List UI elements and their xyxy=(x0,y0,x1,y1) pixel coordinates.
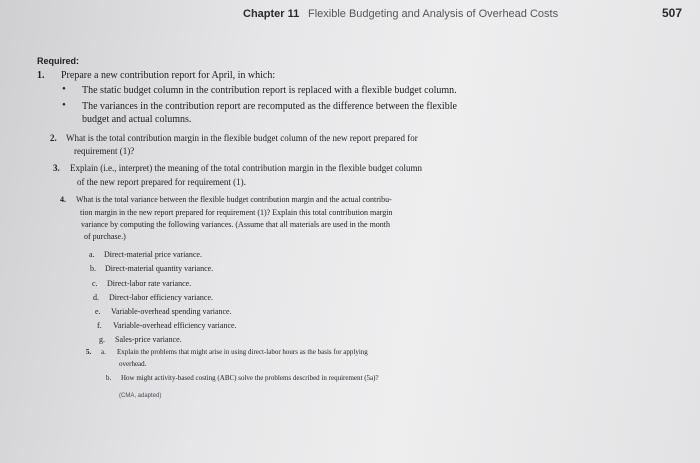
q1-bullet-b-line2: budget and actual columns. xyxy=(82,114,192,125)
q4-line1: What is the total variance between the flexible budget contribution margin and the actual contribu- xyxy=(76,195,392,204)
q5-number: 5. xyxy=(86,348,92,356)
q5-a-line1: Explain the problems that might arise in using direct-labor hours as the basis for applying xyxy=(117,348,368,356)
q1-number: 1. xyxy=(37,70,45,81)
bullet-icon: • xyxy=(62,83,66,95)
q4-number: 4. xyxy=(60,195,66,204)
q5-b-text: How might activity-based costing (ABC) solve the problems described in requirement (5a)? xyxy=(121,374,379,382)
q4-item-letter: f. xyxy=(97,321,102,330)
source-note: (CMA, adapted) xyxy=(119,393,162,399)
q4-item-letter: a. xyxy=(89,250,95,259)
q5-a-line2: overhead. xyxy=(119,360,147,368)
q4-item-text: Sales-price variance. xyxy=(115,335,182,344)
q4-item-text: Direct-labor rate variance. xyxy=(107,279,192,288)
page-number: 507 xyxy=(662,6,683,20)
q4-line4: of purchase.) xyxy=(84,232,126,241)
bullet-icon: • xyxy=(62,99,66,111)
q4-item-text: Direct-material price variance. xyxy=(104,250,202,259)
q1-bullet-a: The static budget column in the contribution report is replaced with a flexible budget column. xyxy=(82,85,457,96)
q4-item-text: Direct-labor efficiency variance. xyxy=(109,293,214,302)
q4-item-text: Variable-overhead spending variance. xyxy=(111,307,232,316)
q3-line1: Explain (i.e., interpret) the meaning of the total contribution margin in the flexible budget column xyxy=(70,163,422,173)
q4-item-letter: c. xyxy=(92,279,98,288)
q1-text: Prepare a new contribution report for April, in which: xyxy=(61,70,276,81)
q4-item-letter: b. xyxy=(90,264,96,273)
chapter-label: Chapter 11 xyxy=(243,8,300,20)
q5-b-letter: b. xyxy=(106,374,112,382)
q3-number: 3. xyxy=(53,163,60,173)
q5-a-letter: a. xyxy=(101,348,106,356)
q2-number: 2. xyxy=(50,133,57,143)
q2-line2: requirement (1)? xyxy=(74,146,135,156)
chapter-title: Flexible Budgeting and Analysis of Overhead Costs xyxy=(308,8,559,20)
q4-line3: variance by computing the following variances. (Assume that all materials are used in the month xyxy=(81,220,391,229)
q4-line2: tion margin in the new report prepared for requirement (1)? Explain this total contribution margin xyxy=(80,208,393,217)
q1-bullet-b-line1: The variances in the contribution report are recomputed as the difference between the flexible xyxy=(82,101,457,112)
q2-line1: What is the total contribution margin in the flexible budget column of the new report prepared for xyxy=(66,133,418,143)
q4-item-text: Variable-overhead efficiency variance. xyxy=(113,321,237,330)
q4-item-letter: g. xyxy=(99,335,105,344)
q4-item-letter: d. xyxy=(93,293,99,302)
q3-line2: of the new report prepared for requirement (1). xyxy=(77,177,246,187)
q4-item-letter: e. xyxy=(95,307,101,316)
required-heading: Required: xyxy=(37,56,80,66)
q4-item-text: Direct-material quantity variance. xyxy=(105,264,214,273)
